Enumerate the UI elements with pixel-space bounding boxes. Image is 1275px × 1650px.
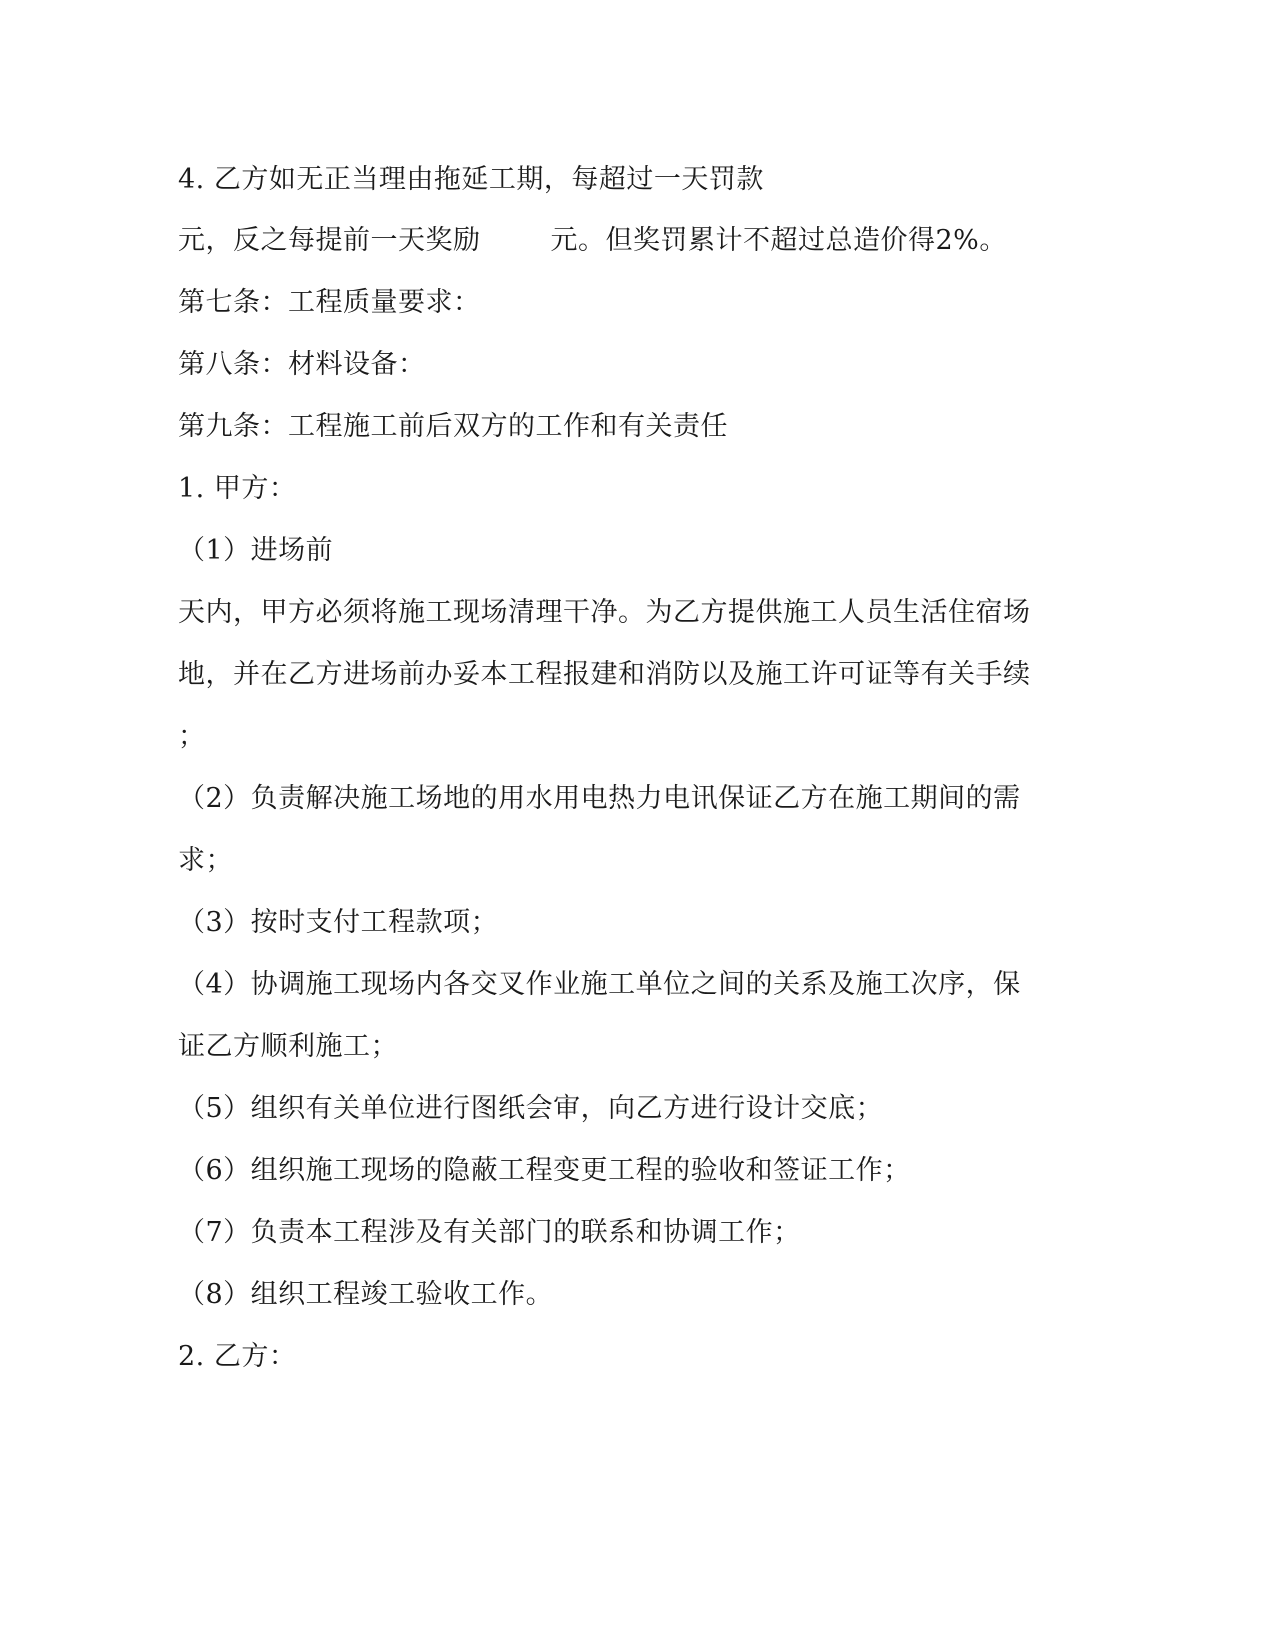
party-a-item-5: （5）组织有关单位进行图纸会审，向乙方进行设计交底； xyxy=(178,1093,884,1124)
party-a-item-1-cont-3: ； xyxy=(178,721,206,752)
clause-4-reward-line xyxy=(178,223,1007,259)
article-8-heading: 第八条：材料设备： xyxy=(178,349,426,380)
article-9-heading: 第九条：工程施工前后双方的工作和有关责任 xyxy=(178,411,728,442)
party-a-item-1-cont-2: 地，并在乙方进场前办妥本工程报建和消防以及施工许可证等有关手续 xyxy=(178,659,1031,690)
party-a-item-7: （7）负责本工程涉及有关部门的联系和协调工作； xyxy=(178,1217,801,1248)
party-a-item-2: （2）负责解决施工场地的用水用电热力电讯保证乙方在施工期间的需 xyxy=(178,783,1021,814)
party-a-item-4: （4）协调施工现场内各交叉作业施工单位之间的关系及施工次序，保 xyxy=(178,969,1021,1000)
reward-text-part1: 元，反之每提前一天奖励 xyxy=(178,225,481,256)
party-a-item-3: （3）按时支付工程款项； xyxy=(178,907,499,938)
party-a-item-1: （1）进场前 xyxy=(178,535,334,566)
party-b-heading: 2. 乙方： xyxy=(178,1341,297,1372)
article-7-heading: 第七条：工程质量要求： xyxy=(178,287,481,318)
party-a-item-6: （6）组织施工现场的隐蔽工程变更工程的验收和签证工作； xyxy=(178,1155,911,1186)
party-a-item-8: （8）组织工程竣工验收工作。 xyxy=(178,1279,554,1310)
party-a-heading: 1. 甲方： xyxy=(178,473,297,504)
reward-text-part2: 元。但奖罚累计不超过总造价得2%。 xyxy=(550,225,1007,256)
clause-4-penalty-line: 4. 乙方如无正当理由拖延工期，每超过一天罚款 xyxy=(178,164,764,195)
party-a-item-2-cont: 求； xyxy=(178,845,233,876)
party-a-item-4-cont: 证乙方顺利施工； xyxy=(178,1031,398,1062)
party-a-item-1-cont-1: 天内，甲方必须将施工现场清理干净。为乙方提供施工人员生活住宿场 xyxy=(178,597,1031,628)
